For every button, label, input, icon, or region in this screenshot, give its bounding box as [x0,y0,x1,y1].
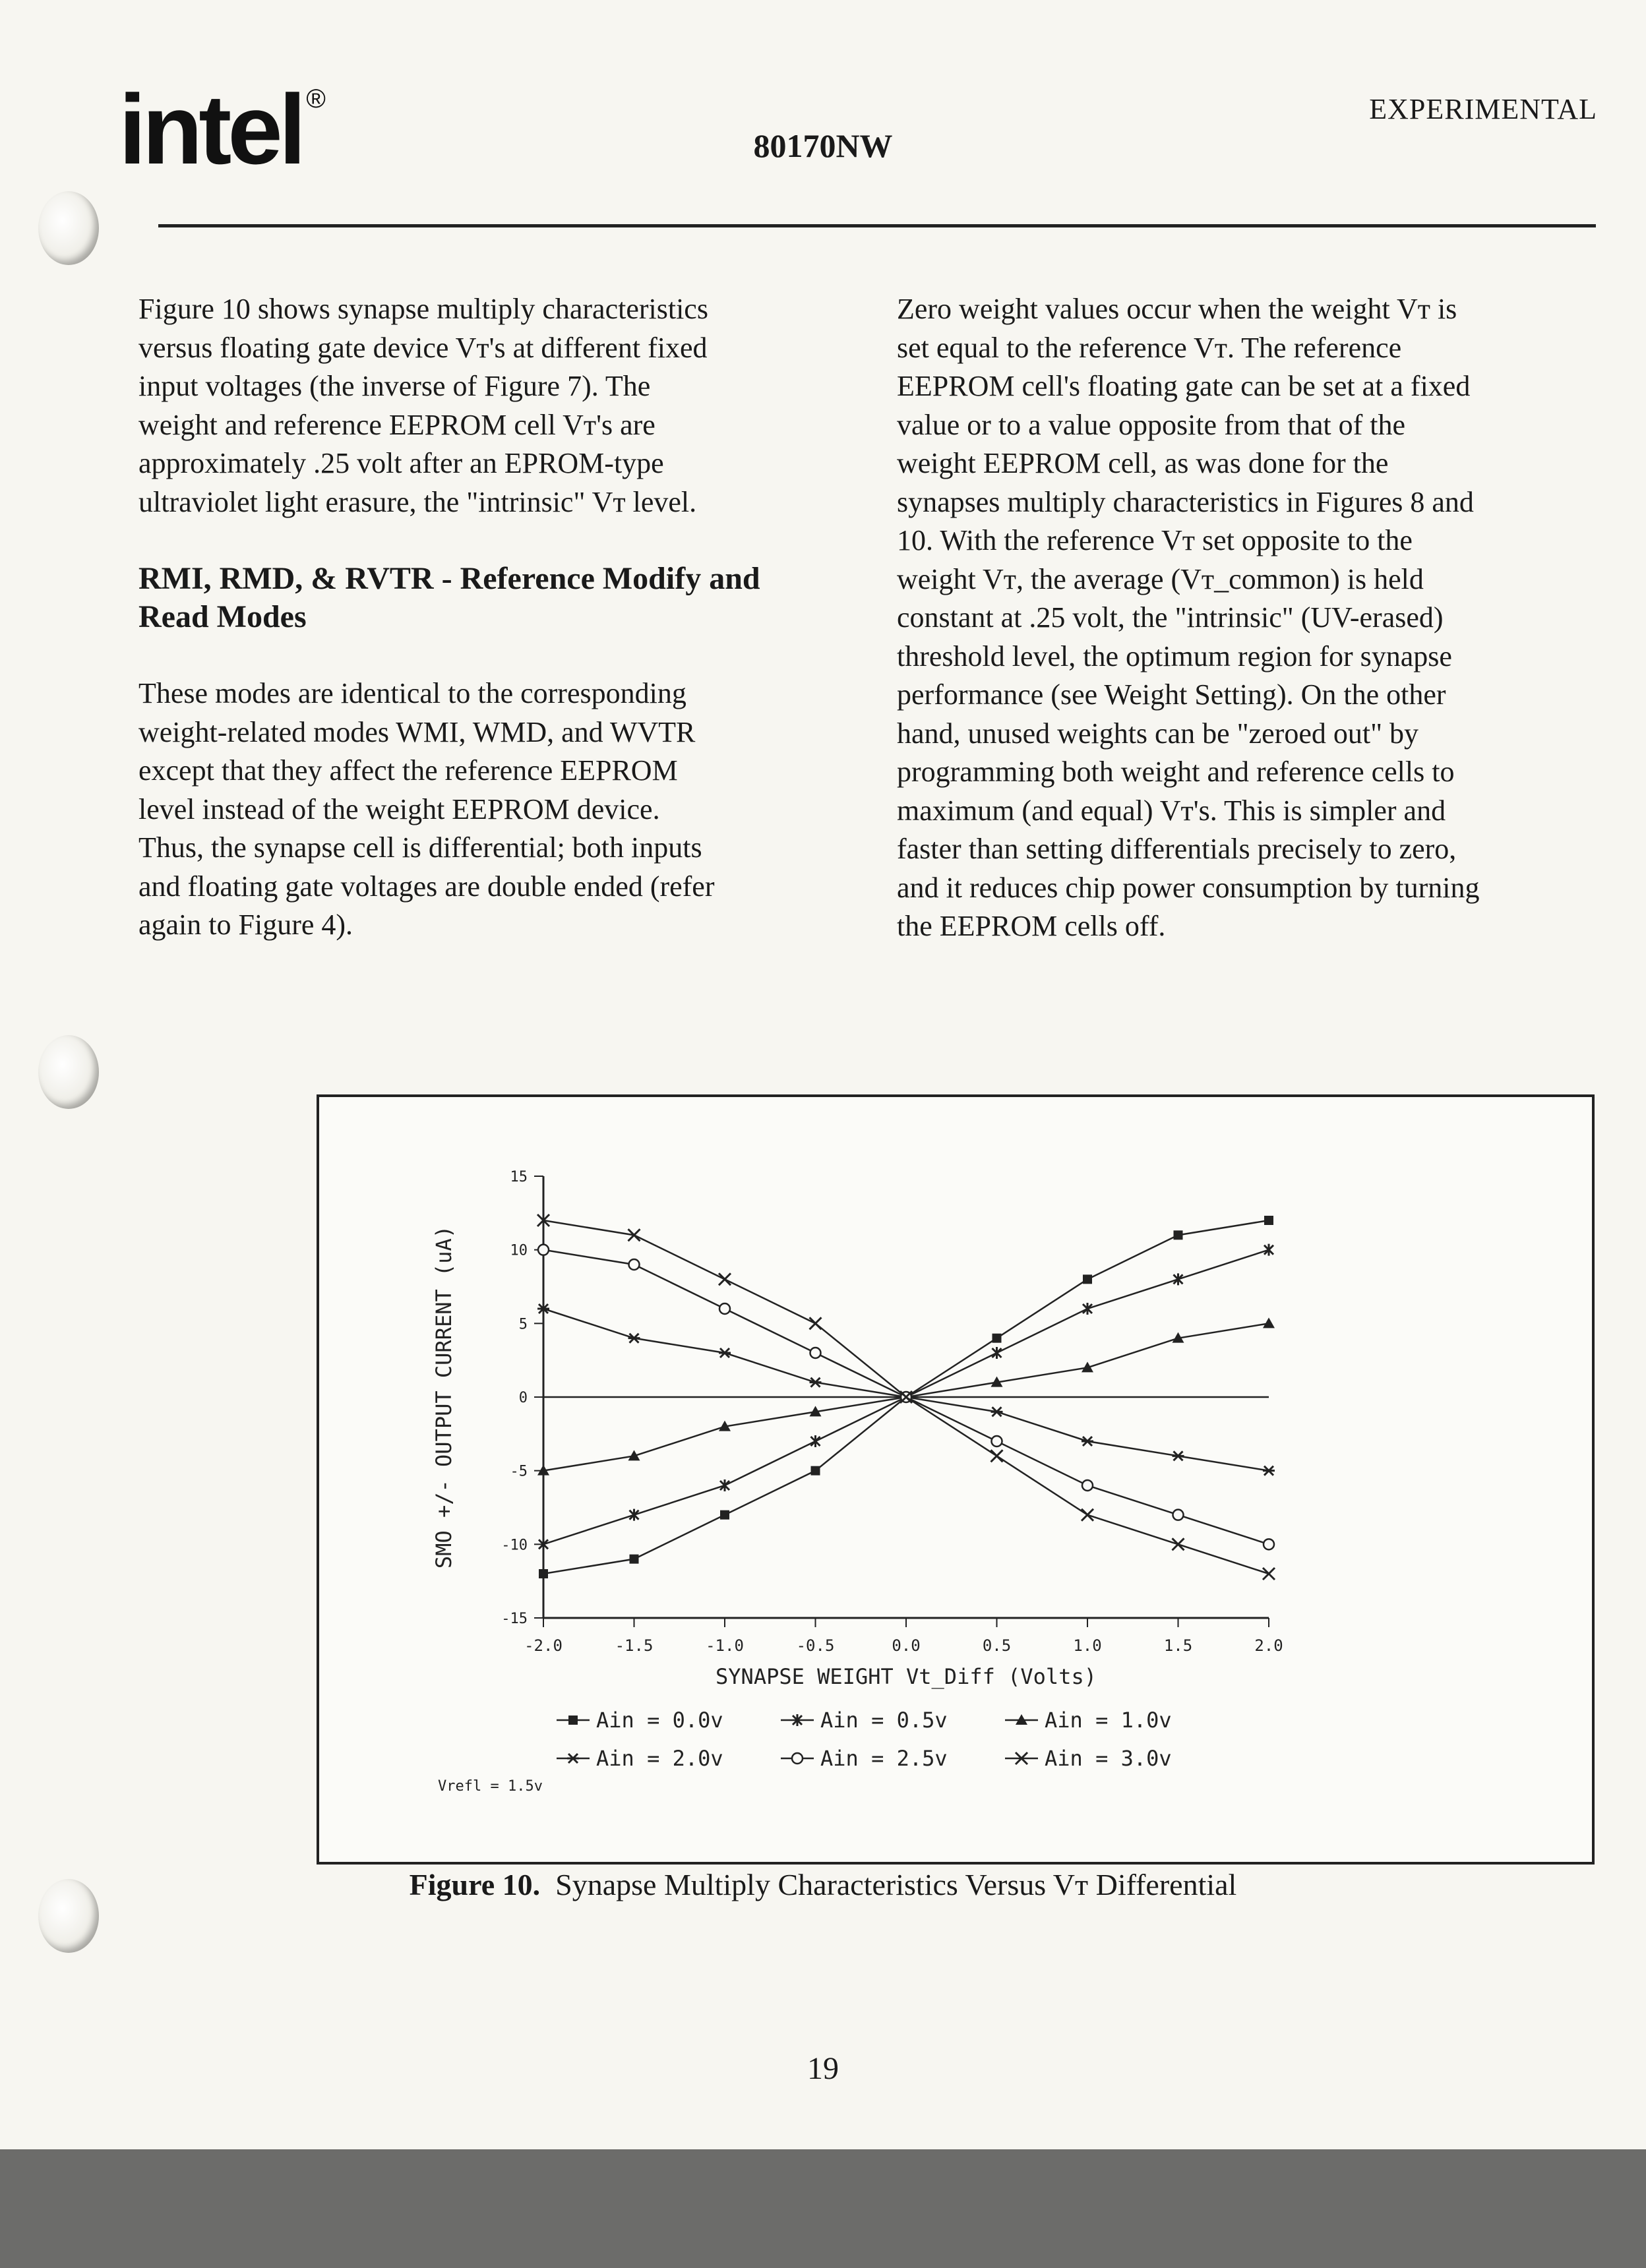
legend-marker [792,1753,803,1764]
series-4-point [1082,1437,1093,1446]
synapse-multiply-chart [319,1097,1592,1862]
right-column [897,290,1596,946]
series-4-point [810,1378,822,1387]
series-2-point [992,1347,1002,1359]
y-tick-label: 0 [518,1390,528,1406]
series-3-point [1263,1317,1275,1328]
x-tick-label: -0.5 [796,1636,835,1655]
series-4-point [1173,1451,1184,1460]
x-tick-label: 0.5 [982,1636,1012,1655]
series-4-point [1263,1466,1275,1476]
page-number: 19 [807,2051,839,2086]
header-rule [158,224,1596,227]
legend-label: Ain = 2.5v [820,1746,948,1771]
series-1-point [811,1466,820,1476]
series-2-point [1083,1303,1092,1315]
binder-hole-top [38,191,99,265]
legend-label: Ain = 0.0v [596,1708,723,1733]
x-tick-label: 1.5 [1163,1636,1193,1655]
x-axis-label: SYNAPSE WEIGHT Vt_Diff (Volts) [716,1664,1097,1689]
series-line-4 [543,1309,1269,1471]
binder-hole-middle [38,1035,99,1109]
series-1-point [1264,1216,1273,1225]
y-axis-label: SMO +/- OUTPUT CURRENT (uA) [431,1225,456,1569]
series-6-point [810,1317,822,1329]
x-tick-label: -1.0 [706,1636,744,1655]
y-tick-label: 15 [510,1169,528,1185]
series-5-point [992,1436,1002,1447]
series-5-point [538,1245,549,1255]
series-2-point [630,1509,639,1521]
x-tick-label: 1.0 [1073,1636,1102,1655]
series-1-point [720,1510,729,1520]
left-column [138,290,838,945]
caption-label: Figure 10. [409,1868,541,1901]
series-2-point [720,1479,729,1491]
series-2-point [1264,1244,1273,1256]
experimental-tag: EXPERIMENTAL [1369,93,1597,125]
y-tick-label: 5 [518,1316,528,1333]
series-4-point [719,1348,731,1358]
legend-label: Ain = 0.5v [820,1708,948,1733]
series-1-point [992,1334,1002,1343]
series-1-point [1174,1230,1183,1239]
series-6-point [1173,1538,1184,1550]
legend-marker [568,1716,578,1725]
legend-label: Ain = 3.0v [1045,1746,1172,1771]
series-2-point [811,1435,820,1447]
x-tick-label: -2.0 [524,1636,563,1655]
series-4-point [991,1407,1003,1416]
section-heading: RMI, RMD, & RVTR - Reference Modify and Read Modes [138,561,760,634]
y-tick-label: -15 [501,1611,528,1627]
legend-marker [567,1754,579,1763]
x-tick-label: 2.0 [1254,1636,1283,1655]
series-1-point [630,1555,639,1564]
series-1-point [1083,1274,1092,1284]
left-paragraph-2: These modes are identical to the corresponding weight-related modes WMI, WMD, and WVTR except that they affect the reference EEPROM level instead of the weight EEPROM device. Thus, the synapse cell is differential; both inputs and floating gate voltages are double ended (refer again to Figure 4). [138,677,715,941]
series-5-point [810,1348,821,1358]
document-code: 80170NW [753,127,893,164]
series-5-point [1173,1510,1184,1520]
series-6-point [1263,1568,1275,1580]
series-1-point [539,1569,548,1578]
y-tick-label: 10 [510,1242,528,1259]
left-paragraph-1: Figure 10 shows synapse multiply characteristics versus floating gate device Vᴛ's at different fixed input voltages (the inverse of Figure 7). The weight and reference EEPROM cell Vᴛ's are approximately .25 volt after an EPROM-type ultraviolet light erasure, the "intrinsic" Vᴛ level. [138,293,708,518]
series-5-point [719,1303,730,1314]
series-4-point [628,1334,640,1343]
vref-note: Vrefl = 1.5v [438,1778,543,1795]
intel-logo: intel ® [119,74,322,185]
legend-label: Ain = 1.0v [1045,1708,1172,1733]
y-tick-label: -10 [501,1537,528,1554]
series-5-point [1082,1480,1093,1491]
caption-text: Synapse Multiply Characteristics Versus Vᴛ Differential [555,1868,1237,1901]
series-5-point [629,1259,640,1270]
series-6-point [719,1273,731,1285]
x-tick-label: 0.0 [892,1636,921,1655]
series-2-point [1174,1273,1183,1285]
figure-10-box [317,1094,1595,1865]
x-tick-label: -1.5 [615,1636,654,1655]
scan-bottom-band [0,2149,1646,2268]
right-paragraph-1: Zero weight values occur when the weight Vᴛ is set equal to the reference Vᴛ. The reference EEPROM cell's floating gate can be set at a fixed value or to a value opposite from that of the weight EEPROM cell, as was done for the synapses multiply characteristics in Figures 8 and 10. With the reference Vᴛ set opposite to the weight Vᴛ, the average (Vᴛ_common) is held constant at .25 volt, the "intrinsic" (UV-erased) threshold level, the optimum region for synapse performance (see Weight Setting). On the other hand, unused weights can be "zeroed out" by programming both weight and reference cells to maximum (and equal) Vᴛ's. This is simpler and faster than setting differentials precisely to zero, and it reduces chip power consumption by turning the EEPROM cells off. [897,293,1480,942]
series-6-point [1082,1509,1093,1521]
y-tick-label: -5 [510,1463,528,1480]
series-5-point [1264,1539,1274,1549]
series-6-point [991,1450,1003,1462]
legend-label: Ain = 2.0v [596,1746,723,1771]
figure-caption [0,1867,1646,1902]
